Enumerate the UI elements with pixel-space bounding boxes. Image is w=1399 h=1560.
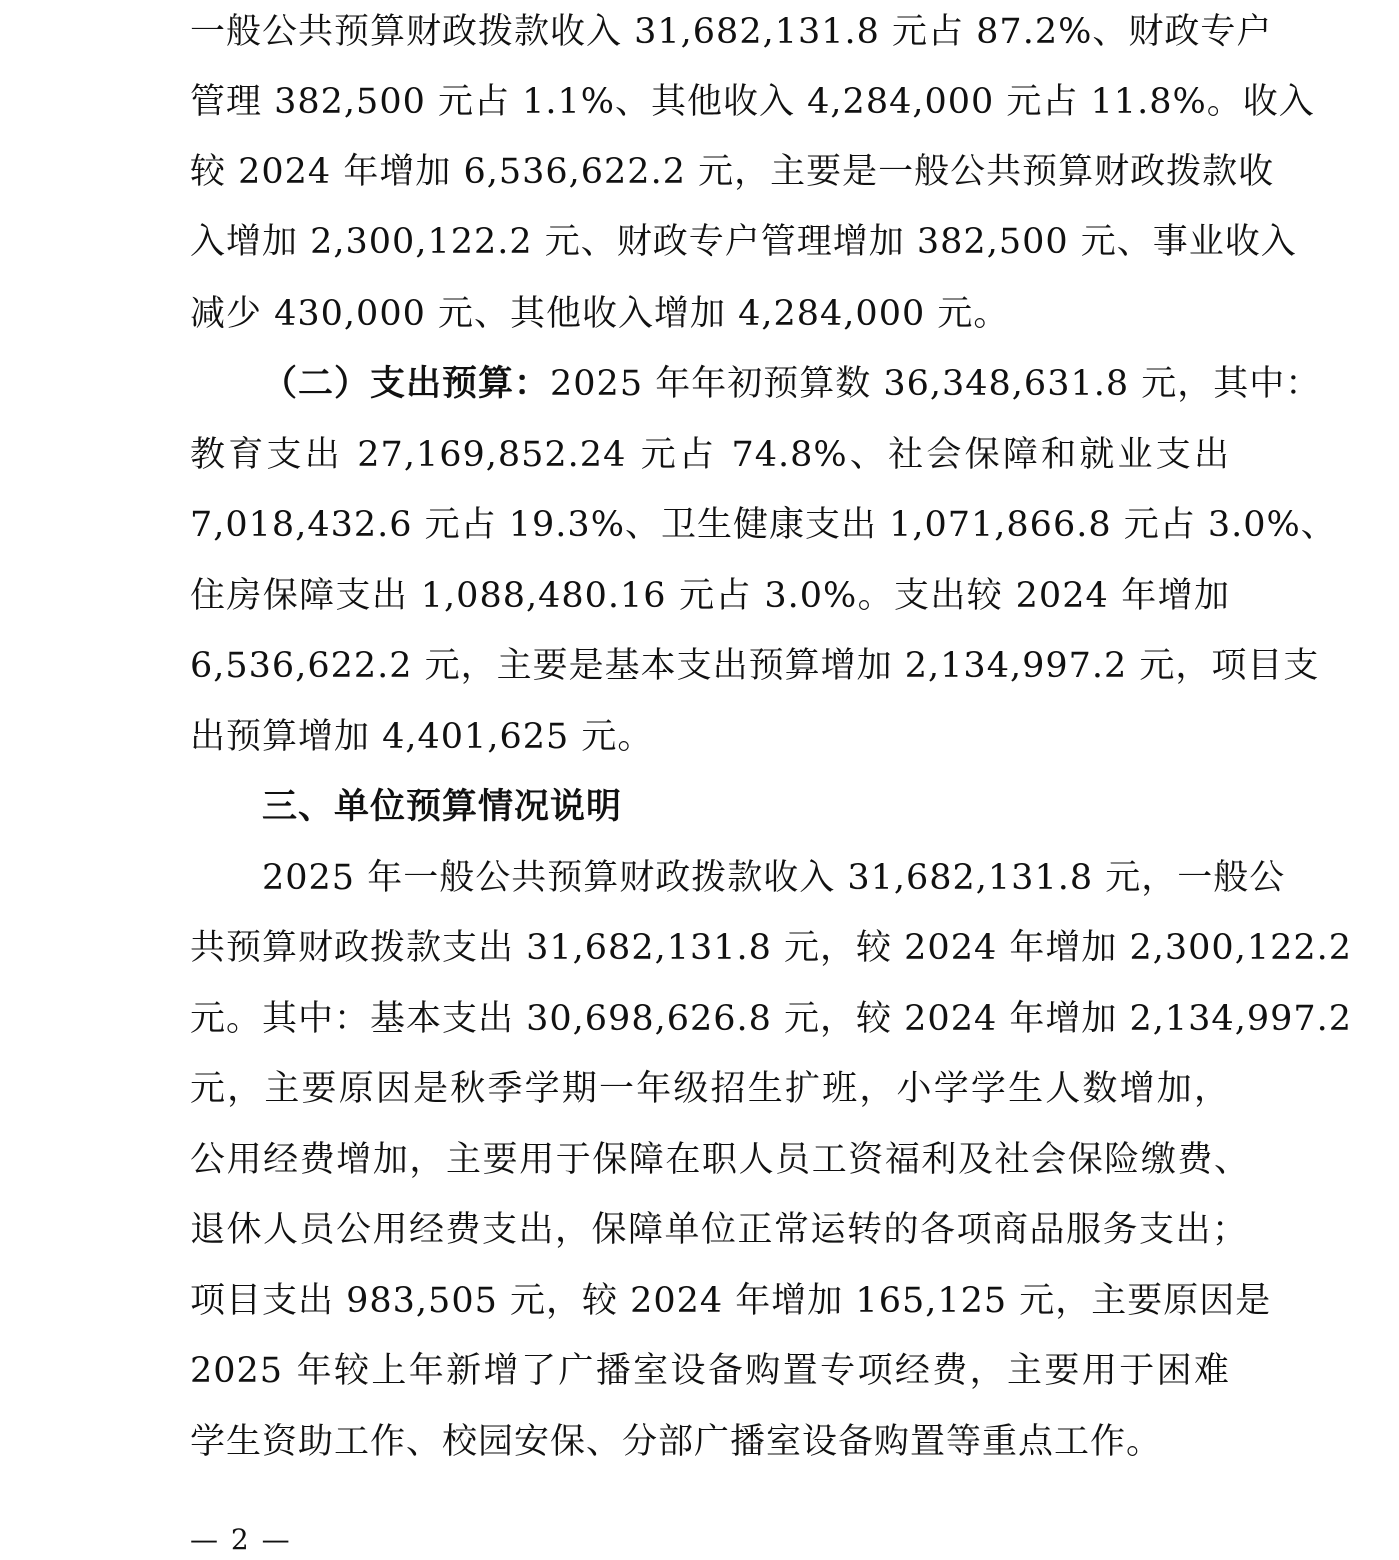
income-paragraph-line: 一般公共预算财政拨款收入 31,682,131.8 元占 87.2%、财政专户	[190, 12, 1273, 52]
unit-budget-paragraph-line: 元，主要原因是秋季学期一年级招生扩班，小学学生人数增加，	[190, 1069, 1230, 1109]
unit-budget-paragraph-line: 学生资助工作、校园安保、分部广播室设备购置等重点工作。	[190, 1422, 1163, 1462]
page-number: — 2 —	[190, 1523, 292, 1556]
section-heading: 三、单位预算情况说明	[262, 786, 623, 827]
income-paragraph-line: 入增加 2,300,122.2 元、财政专户管理增加 382,500 元、事业收入	[190, 222, 1297, 262]
unit-budget-paragraph-line: 共预算财政拨款支出 31,682,131.8 元，较 2024 年增加 2,300,122.2	[190, 928, 1353, 968]
income-paragraph-line: 较 2024 年增加 6,536,622.2 元，主要是一般公共预算财政拨款收	[190, 152, 1275, 192]
expenditure-paragraph-line: 6,536,622.2 元，主要是基本支出预算增加 2,134,997.2 元，项目支	[190, 646, 1320, 686]
expenditure-first-line-text: 2025 年年初预算数 36,348,631.8 元，其中：	[550, 364, 1322, 404]
unit-budget-paragraph-line: 2025 年一般公共预算财政拨款收入 31,682,131.8 元，一般公	[262, 858, 1286, 898]
income-paragraph-line: 减少 430,000 元、其他收入增加 4,284,000 元。	[190, 294, 1010, 334]
unit-budget-paragraph-line: 元。其中：基本支出 30,698,626.8 元，较 2024 年增加 2,134,997.2	[190, 999, 1353, 1039]
unit-budget-paragraph-line: 2025 年较上年新增了广播室设备购置专项经费，主要用于困难	[190, 1351, 1230, 1391]
unit-budget-paragraph-line: 公用经费增加，主要用于保障在职人员工资福利及社会保险缴费、	[190, 1140, 1250, 1180]
expenditure-paragraph-line: 出预算增加 4,401,625 元。	[190, 717, 654, 757]
expenditure-paragraph-line: 住房保障支出 1,088,480.16 元占 3.0%。支出较 2024 年增加	[190, 576, 1230, 616]
expenditure-label: （二）支出预算：	[262, 363, 551, 404]
unit-budget-paragraph-line: 项目支出 983,505 元，较 2024 年增加 165,125 元，主要原因是	[190, 1281, 1272, 1321]
income-paragraph-line: 管理 382,500 元占 1.1%、其他收入 4,284,000 元占 11.8%。收入	[190, 82, 1315, 122]
expenditure-paragraph-line: 教育支出 27,169,852.24 元占 74.8%、社会保障和就业支出	[190, 435, 1230, 475]
expenditure-paragraph-line: 7,018,432.6 元占 19.3%、卫生健康支出 1,071,866.8 元占 3.0%、	[190, 505, 1337, 545]
unit-budget-paragraph-line: 退休人员公用经费支出，保障单位正常运转的各项商品服务支出；	[190, 1210, 1248, 1250]
expenditure-paragraph-first-line	[262, 354, 1322, 414]
